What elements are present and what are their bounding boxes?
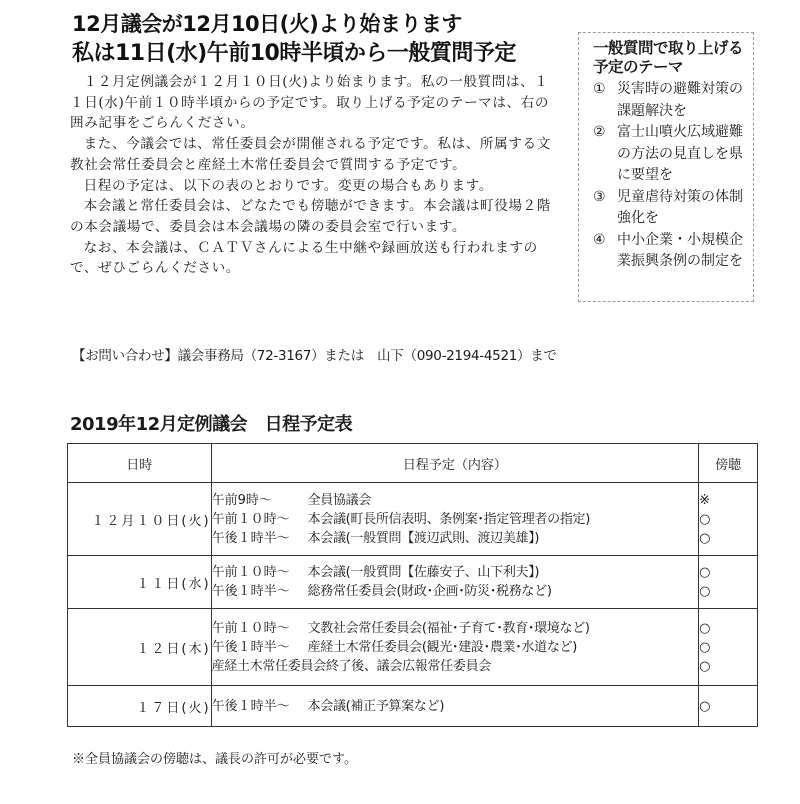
date-cell: １２月１０日(火) (68, 483, 212, 556)
body-paragraph: また、今議会では、常任委員会が開催される予定です。私は、所属する文教社会常任委員会と産経土木常任委員会で質問する予定です。 (70, 136, 551, 173)
table-header-row (68, 444, 758, 483)
schedule-line (212, 510, 699, 529)
table-row (68, 556, 758, 609)
time: 午前１０時～ (211, 565, 290, 580)
body-paragraph: なお、本会議は、ＣＡＴＶさんによる生中継や録画放送も行われますので、ぜひごらんください。 (70, 239, 538, 277)
theme-item-text: 中小企業・小規模企業振興条例の制定を (617, 231, 743, 269)
schedule-table (67, 443, 758, 727)
time: 午前１０時～ (211, 511, 290, 527)
table-row (68, 483, 758, 556)
schedule-line (212, 563, 699, 582)
date-cell: １２日(木) (68, 609, 212, 686)
content-cell (211, 556, 699, 609)
schedule-line (212, 638, 699, 657)
attend-mark: ○ (699, 565, 711, 580)
attend-mark: ○ (699, 584, 711, 599)
description: 本会議(補正予算案など) (307, 698, 445, 714)
table-row (68, 686, 758, 727)
attend-mark: ※ (699, 492, 711, 508)
attend-mark: ○ (699, 530, 711, 546)
description: 本会議(一般質問【佐藤安子、山下利夫】) (307, 565, 540, 580)
theme-item-number: ① (593, 81, 606, 97)
header-date: 日時 (68, 444, 212, 483)
theme-item-number: ③ (593, 188, 606, 205)
content-cell (211, 483, 699, 556)
time: 午後１時半～ (211, 530, 290, 546)
footnote: ※全員協議会の傍聴は、議長の許可が必要です。 (72, 752, 357, 767)
attend-cell (699, 556, 758, 609)
description: 本会議(一般質問【渡辺武則、渡辺美雄】) (307, 530, 540, 546)
schedule-line (212, 529, 699, 548)
description: 文教社会常任委員会(福祉･子育て･教育･環境など) (307, 620, 590, 636)
description: 全員協議会 (307, 492, 372, 508)
attend-mark: ○ (699, 698, 711, 714)
attend-mark: ○ (699, 658, 711, 674)
header-content: 日程予定（内容） (211, 444, 699, 483)
time: 午後１時半～ (211, 639, 290, 655)
description: 産経土木常任委員会終了後、議会広報常任委員会 (211, 658, 491, 674)
body-paragraph: 日程の予定は、以下の表のとおりです。変更の場合もあります。 (83, 177, 494, 194)
table-row (68, 609, 758, 686)
headline-line-2: 私は11日(水)午前10時半頃から一般質問予定 (72, 41, 516, 66)
body-paragraph: １２月定例議会が１２月１０日(火)より始まります。私の一般質問は、１１日(水)午前１０時半頃からの予定です。取り上げる予定のテーマは、右の囲み記事をごらんください。 (70, 74, 550, 132)
schedule-line (212, 619, 699, 638)
schedule-line (212, 697, 699, 716)
theme-item-number: ② (593, 124, 606, 140)
theme-item (593, 187, 747, 230)
attend-cell (699, 686, 758, 727)
description: 総務常任委員会(財政･企画･防災･税務など) (307, 584, 552, 599)
description: 産経土木常任委員会(観光･建設･農業･水道など) (307, 639, 578, 655)
time: 午後１時半～ (211, 584, 290, 599)
theme-item (593, 122, 747, 187)
date-cell: １１日(水) (68, 556, 212, 609)
contact-info: 【お問い合わせ】議会事務局（72-3167）または 山下（090-2194-4521）まで (72, 348, 557, 364)
content-cell (211, 686, 699, 727)
attend-mark: ○ (699, 511, 711, 527)
attend-mark: ○ (699, 639, 711, 655)
theme-item-text: 児童虐待対策の体制強化を (617, 188, 743, 226)
time: 午後１時半～ (211, 698, 290, 714)
attend-cell (699, 609, 758, 686)
description: 本会議(町長所信表明、条例案･指定管理者の指定) (307, 511, 591, 527)
headline-line-1: 12月議会が12月10日(火)より始まります (72, 12, 462, 36)
theme-item (593, 79, 747, 122)
theme-item-number: ④ (593, 231, 606, 248)
schedule-title: 2019年12月定例議会 日程予定表 (70, 414, 353, 435)
body-text (70, 72, 558, 279)
schedule-line (212, 582, 699, 601)
time: 午前9時～ (211, 492, 272, 508)
schedule-line (212, 491, 699, 510)
theme-item-text: 災害時の避難対策の課題解決を (617, 81, 743, 119)
theme-item (593, 230, 747, 273)
attend-cell (699, 483, 758, 556)
theme-box (578, 32, 754, 302)
date-cell: １７日(火) (68, 686, 212, 727)
attend-mark: ○ (699, 620, 711, 636)
time: 午前１０時～ (211, 620, 290, 636)
theme-item-text: 富士山噴火広域避難の方法の見直しを県に要望を (617, 124, 743, 183)
header-attend: 傍聴 (699, 444, 758, 483)
schedule-line (212, 657, 699, 676)
body-paragraph: 本会議と常任委員会は、どなたでも傍聴ができます。本会議は町役場２階の本会議場で、委員会は本会議場の隣の委員会室で行います。 (70, 198, 551, 235)
theme-box-title: 一般質問で取り上げる予定のテーマ (593, 39, 744, 76)
content-cell (211, 609, 699, 686)
